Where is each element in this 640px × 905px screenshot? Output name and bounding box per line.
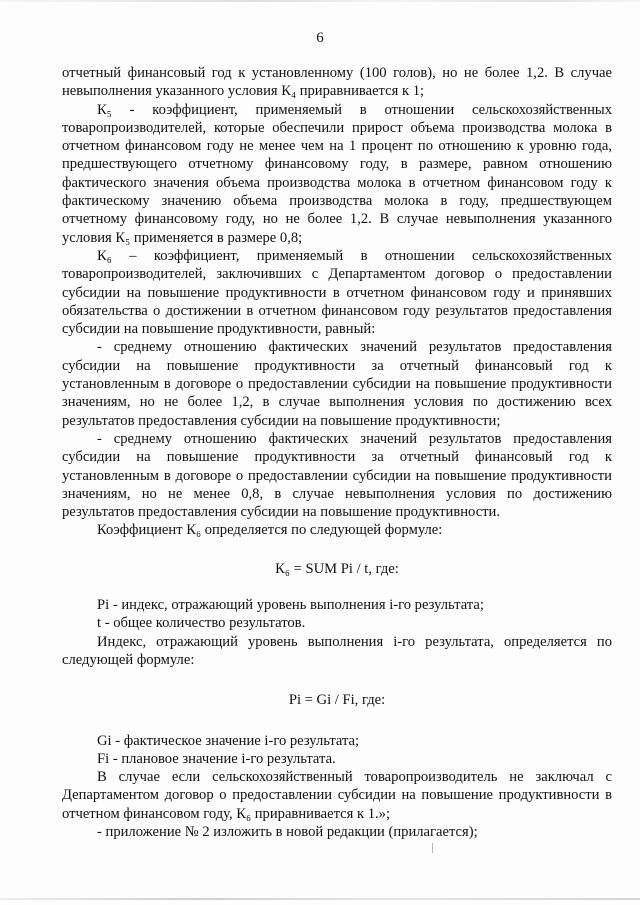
definition-t: t - общее количество результатов. bbox=[97, 615, 306, 632]
definition-fi: Fi - плановое значение i-го результата. bbox=[97, 750, 336, 767]
paragraph-k6-default: В случае если сельскохозяйственный товаропроизводитель не заключал с Департаментом договор о предоставлении субсидии на повышение продуктивности в отчетном финансовом году, К₆ приравнивается к 1.»; bbox=[62, 769, 612, 822]
paragraph-k6-formula-intro: Коэффициент К₆ определяется по следующей формуле: bbox=[97, 522, 443, 539]
paragraph-appendix-2: - приложение № 2 изложить в новой редакции (прилагается); bbox=[97, 823, 478, 840]
paragraph-pi-formula-intro: Индекс, отражающий уровень выполнения i-го результата, определяется по следующей формуле: bbox=[62, 633, 612, 668]
paragraph-k6-case-not-fulfilled: - среднему отношению фактических значений результатов предоставления субсидии на повышение продуктивности за отчетный финансовый год к установленным в договоре о предоставлении субсидии на повышение продуктивности значениям, но не менее 0,8, в случае невыполнения условия по достижению результатов предоставления субсидии на повышение продуктивности. bbox=[62, 430, 612, 521]
scan-artifact-mark bbox=[432, 843, 433, 853]
paragraph-k5-definition: К₅ - коэффициент, применяемый в отношении сельскохозяйственных товаропроизводителей, которые обеспечили прирост объема производства молока в отчетном финансовом году не менее чем на 1 процент по отношению к уровню года, предшествующего отчетному финансовому году, в размере, равном отношению фактического значения объема производства молока в отчетном финансовом году к фактическому значению объема производства молока в году, предшествующем отчетному финансовому году, но не более 1,2. В случае невыполнения указанного условия К₅ применяется в размере 0,8; bbox=[62, 101, 612, 246]
scan-edge-top bbox=[0, 0, 640, 2]
definition-gi: Gi - фактическое значение i-го результата; bbox=[97, 732, 360, 749]
paragraph-k6-definition: К₆ – коэффициент, применяемый в отношении сельскохозяйственных товаропроизводителей, заключивших с Департаментом договор о предоставлении субсидии на повышение продуктивности в отчетном финансовом году и принявших обязательства о достижении в отчетном финансовом году результатов предоставления субсидии на повышение продуктивности, равный: bbox=[62, 247, 612, 338]
paragraph-k4-continuation: отчетный финансовый год к установленному (100 голов), но не более 1,2. В случае невыполнения указанного условия К₄ приравнивается к 1; bbox=[62, 65, 612, 100]
definition-pi: Pi - индекс, отражающий уровень выполнения i-го результата; bbox=[97, 597, 484, 614]
paragraph-k6-case-fulfilled: - среднему отношению фактических значений результатов предоставления субсидии на повышение продуктивности за отчетный финансовый год к установленным в договоре о предоставлении субсидии на повышение продуктивности значениям, но не более 1,2, в случае выполнения условия по достижению всех результатов предоставления субсидии на повышение продуктивности; bbox=[62, 339, 612, 429]
formula-pi: Pi = Gi / Fi, где: bbox=[288, 692, 386, 709]
scan-edge-bottom bbox=[0, 898, 640, 900]
document-body bbox=[62, 64, 612, 841]
page-number: 6 bbox=[316, 30, 324, 46]
formula-k6: К₆ = SUM Pi / t, где: bbox=[275, 560, 399, 577]
